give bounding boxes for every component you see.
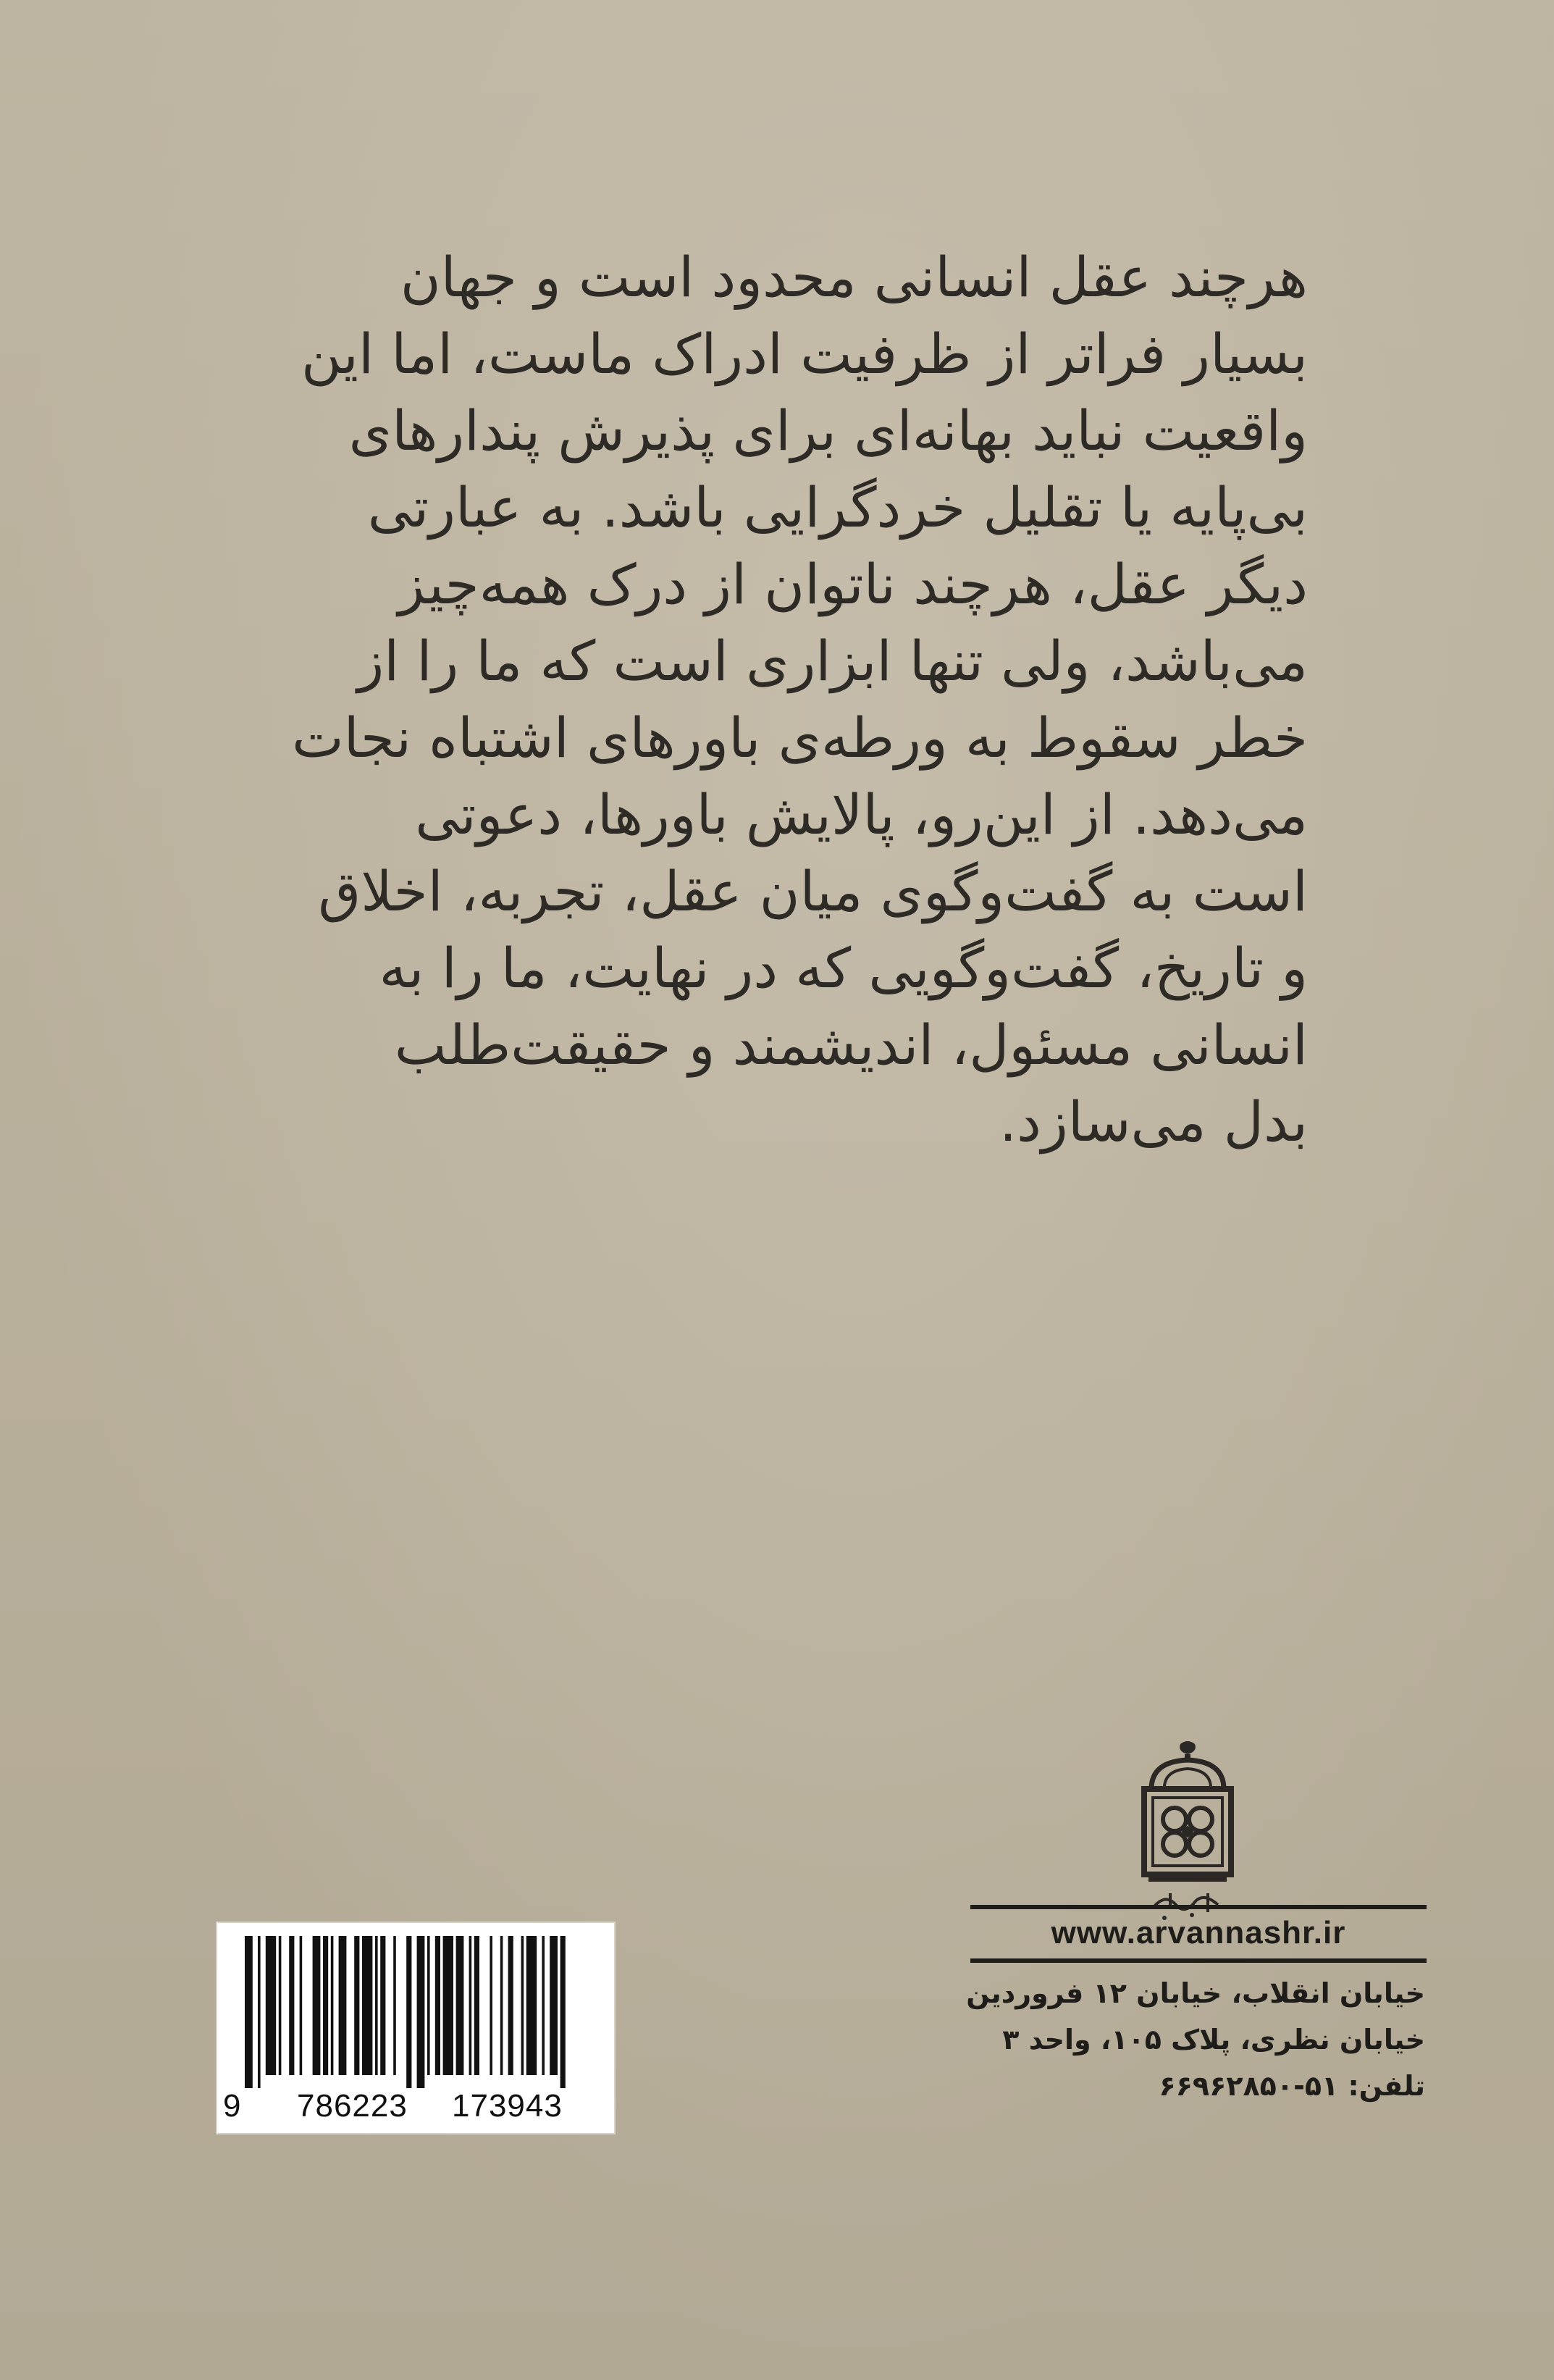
blurb-line: بی‌پایه یا تقلیل خردگرایی باشد. به عبارتی <box>367 475 1308 540</box>
blurb-text <box>222 239 1308 1160</box>
publisher-logo-icon <box>1122 1738 1253 1927</box>
barcode-bars-icon <box>245 1936 585 2088</box>
isbn-barcode <box>217 1923 614 2133</box>
blurb-line: انسانی مسئول، اندیشمند و حقیقت‌طلب <box>394 1013 1308 1077</box>
blurb-line: واقعیت نباید بهانه‌ای برای پذیرش پندارهای <box>348 398 1308 463</box>
blurb-line: می‌باشد، ولی تنها ابزاری است که ما را از <box>357 629 1308 693</box>
address-line: خیابان انقلاب، خیابان ۱۲ فروردین <box>966 1977 1425 2009</box>
barcode-digit-first: 9 <box>223 2088 241 2124</box>
barcode-digits-right: 173943 <box>452 2088 563 2124</box>
phone-number: تلفن: ۵۱-۶۶۹۶۲۸۵۰ <box>1159 2070 1425 2102</box>
blurb-line: خطر سقوط به ورطه‌ی باورهای اشتباه نجات <box>292 705 1308 770</box>
blurb-line: است به گفت‌وگوی میان عقل، تجربه، اخلاق <box>318 859 1308 923</box>
barcode-digits-left: 786223 <box>297 2088 408 2124</box>
address-line: خیابان نظری، پلاک ۱۰۵، واحد ۳ <box>1002 2024 1425 2056</box>
blurb-line: دیگر عقل، هرچند ناتوان از درک همه‌چیز <box>398 552 1308 616</box>
blurb-line: هرچند عقل انسانی محدود است و جهان <box>400 245 1308 309</box>
publisher-website: www.arvannashr.ir <box>970 1905 1427 1963</box>
blurb-line: بسیار فراتر از ظرفیت ادراک ماست، اما این <box>301 322 1308 386</box>
blurb-line: می‌دهد. از این‌رو، پالایش باورها، دعوتی <box>415 782 1308 847</box>
publisher-address <box>918 1970 1425 2109</box>
blurb-line: و تاریخ، گفت‌وگویی که در نهایت، ما را به <box>379 936 1308 1000</box>
blurb-line: بدل می‌سازد. <box>999 1089 1308 1154</box>
